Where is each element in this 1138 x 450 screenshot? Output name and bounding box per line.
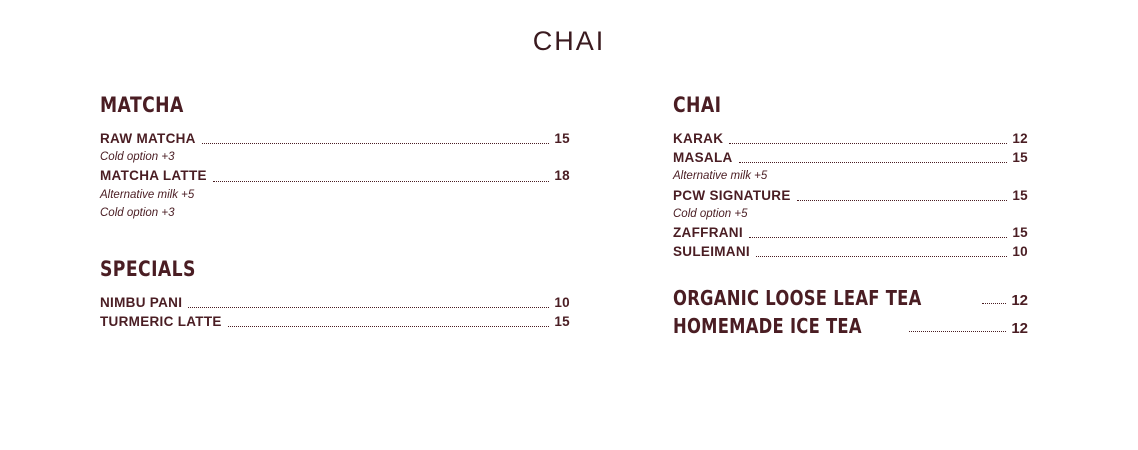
menu-item	[100, 313, 570, 331]
leader-dots	[909, 330, 1006, 332]
menu-item-price: 18	[554, 168, 570, 184]
leader-dots	[797, 199, 1008, 201]
menu-item-price: 15	[554, 313, 570, 329]
menu-columns	[0, 95, 1138, 343]
menu-item-name: PCW SIGNATURE	[673, 187, 791, 203]
menu-item-name: RAW MATCHA	[100, 131, 196, 146]
menu-item	[100, 294, 570, 312]
feature-item	[673, 315, 1028, 337]
menu-item-note: Cold option +3	[100, 151, 175, 164]
menu-item-price: 10	[1012, 244, 1028, 260]
menu-item-price: 15	[1012, 187, 1028, 203]
menu-item-name: TURMERIC LATTE	[100, 313, 222, 329]
leader-dots	[982, 302, 1006, 304]
menu-item	[100, 130, 570, 148]
feature-item	[673, 287, 1028, 309]
menu-item-price: 15	[1012, 150, 1028, 166]
menu-item-note: Cold option +3	[100, 206, 175, 219]
menu-item-note: Alternative milk +5	[100, 188, 195, 201]
feature-item-price: 12	[1011, 292, 1028, 310]
menu-item	[673, 187, 1028, 205]
menu-item-name: MATCHA LATTE	[100, 168, 207, 184]
right-column	[673, 95, 1028, 343]
leader-dots	[756, 255, 1007, 257]
section-heading-matcha: MATCHA	[100, 93, 184, 117]
menu-item-price: 10	[554, 294, 570, 310]
menu-item-name: MASALA	[673, 150, 733, 166]
menu-item-name: KARAK	[673, 131, 724, 146]
menu-item-price: 15	[554, 131, 570, 146]
menu-item	[673, 130, 1028, 148]
menu-item-name: NIMBU PANI	[100, 294, 183, 310]
leader-dots	[739, 161, 1008, 163]
menu-item-name: SULEIMANI	[673, 244, 750, 260]
leader-dots	[213, 180, 550, 182]
feature-item-name: HOMEMADE ICE TEA	[673, 314, 862, 339]
menu-item	[100, 167, 570, 185]
leader-dots	[749, 236, 1007, 238]
feature-items	[673, 287, 1028, 337]
menu-item-price: 15	[1012, 224, 1028, 240]
leader-dots	[202, 142, 550, 144]
menu-item	[673, 243, 1028, 261]
menu-item-note: Cold option +5	[673, 207, 748, 220]
section-heading-specials: SPECIALS	[100, 256, 196, 281]
left-column	[100, 95, 570, 343]
page-title: CHAI	[532, 26, 606, 56]
menu-item-price: 12	[1012, 131, 1028, 146]
menu-item-note: Alternative milk +5	[673, 170, 768, 183]
section-heading-chai: CHAI	[673, 93, 722, 117]
menu-item	[673, 224, 1028, 242]
menu-item	[673, 149, 1028, 167]
feature-item-price: 12	[1011, 320, 1028, 338]
feature-item-name: ORGANIC LOOSE LEAF TEA	[673, 286, 922, 311]
leader-dots	[188, 306, 549, 308]
menu-item-name: ZAFFRANI	[673, 224, 743, 240]
leader-dots	[729, 142, 1007, 144]
leader-dots	[228, 325, 550, 327]
